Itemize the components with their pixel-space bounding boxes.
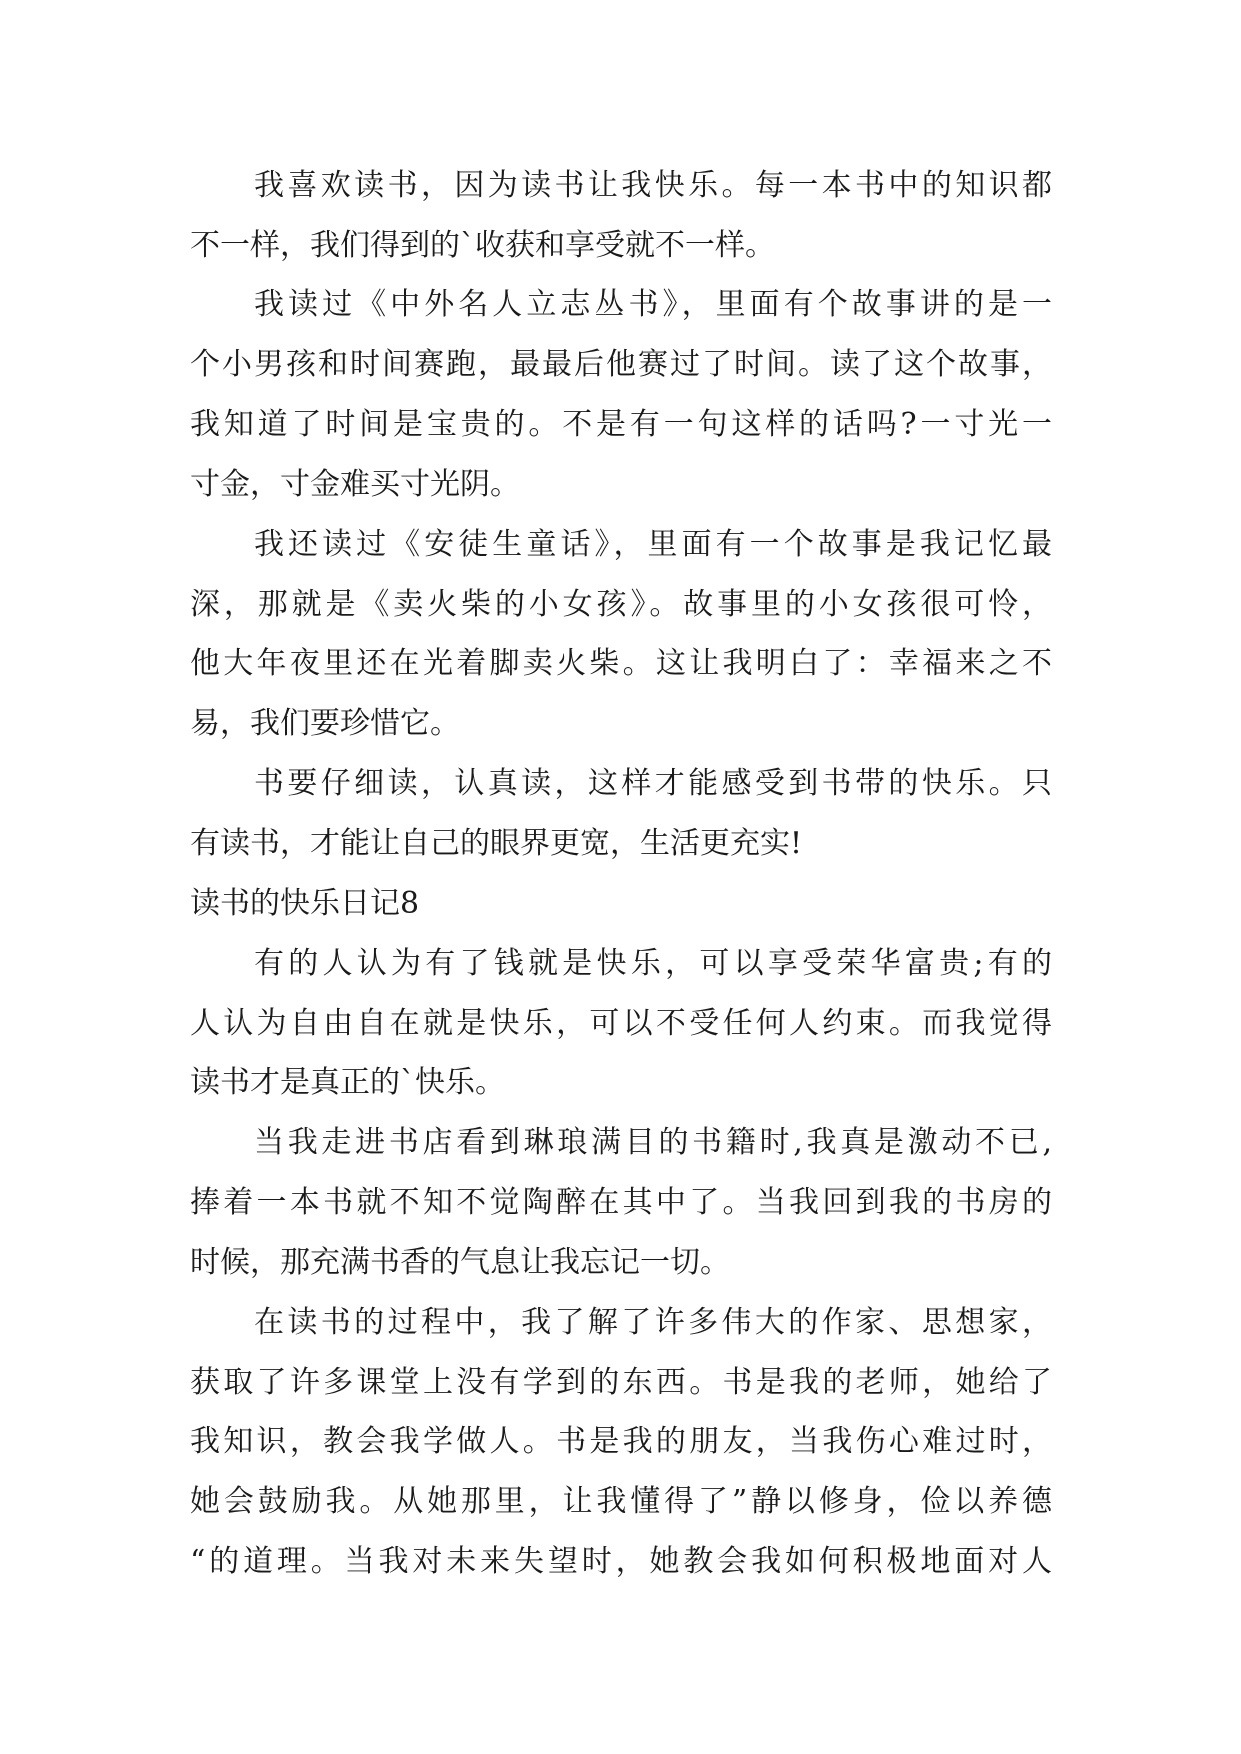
paragraph-line: 寸金，寸金难买寸光阴。	[190, 467, 520, 502]
paragraph-line: 她会鼓励我。从她那里，让我懂得了”静以修身，俭以养德	[190, 1484, 1052, 1519]
paragraph-line: 深，那就是《卖火柴的小女孩》。故事里的小女孩很可怜，	[190, 587, 1052, 622]
paragraph-line: 人认为自由自在就是快乐，可以不受任何人约束。而我觉得	[190, 1006, 1052, 1041]
paragraph-line: 我喜欢读书，因为读书让我快乐。每一本书中的知识都	[254, 168, 1052, 203]
paragraph-line: 易，我们要珍惜它。	[190, 706, 460, 741]
paragraph-line: 不一样，我们得到的`收获和享受就不一样。	[190, 228, 775, 263]
paragraph-line: 他大年夜里还在光着脚卖火柴。这让我明白了：幸福来之不	[190, 646, 1052, 681]
paragraph-line: 时候，那充满书香的气息让我忘记一切。	[190, 1245, 730, 1280]
paragraph-line: “的道理。当我对未来失望时，她教会我如何积极地面对人	[190, 1544, 1052, 1579]
paragraph-line: 有读书，才能让自己的眼界更宽，生活更充实!	[190, 826, 803, 861]
paragraph-line: 书要仔细读，认真读，这样才能感受到书带的快乐。只	[254, 766, 1052, 801]
paragraph-line: 读书才是真正的`快乐。	[190, 1065, 505, 1100]
paragraph-line: 我读过《中外名人立志丛书》，里面有个故事讲的是一	[254, 287, 1052, 322]
paragraph-line: 在读书的过程中，我了解了许多伟大的作家、思想家，	[254, 1305, 1052, 1340]
paragraph-line: 我知道了时间是宝贵的。不是有一句这样的话吗?一寸光一	[190, 407, 1052, 442]
paragraph-line: 捧着一本书就不知不觉陶醉在其中了。当我回到我的书房的	[190, 1185, 1052, 1220]
paragraph-line: 获取了许多课堂上没有学到的东西。书是我的老师，她给了	[190, 1365, 1052, 1400]
paragraph-line: 我知识，教会我学做人。书是我的朋友，当我伤心难过时，	[190, 1424, 1052, 1459]
paragraph-line: 个小男孩和时间赛跑，最最后他赛过了时间。读了这个故事，	[190, 347, 1052, 382]
paragraph-line: 当我走进书店看到琳琅满目的书籍时,我真是激动不已,	[254, 1125, 1052, 1160]
section-heading: 读书的快乐日记8	[190, 886, 420, 921]
paragraph-line: 有的人认为有了钱就是快乐，可以享受荣华富贵;有的	[254, 946, 1052, 981]
paragraph-line: 我还读过《安徒生童话》，里面有一个故事是我记忆最	[254, 527, 1052, 562]
